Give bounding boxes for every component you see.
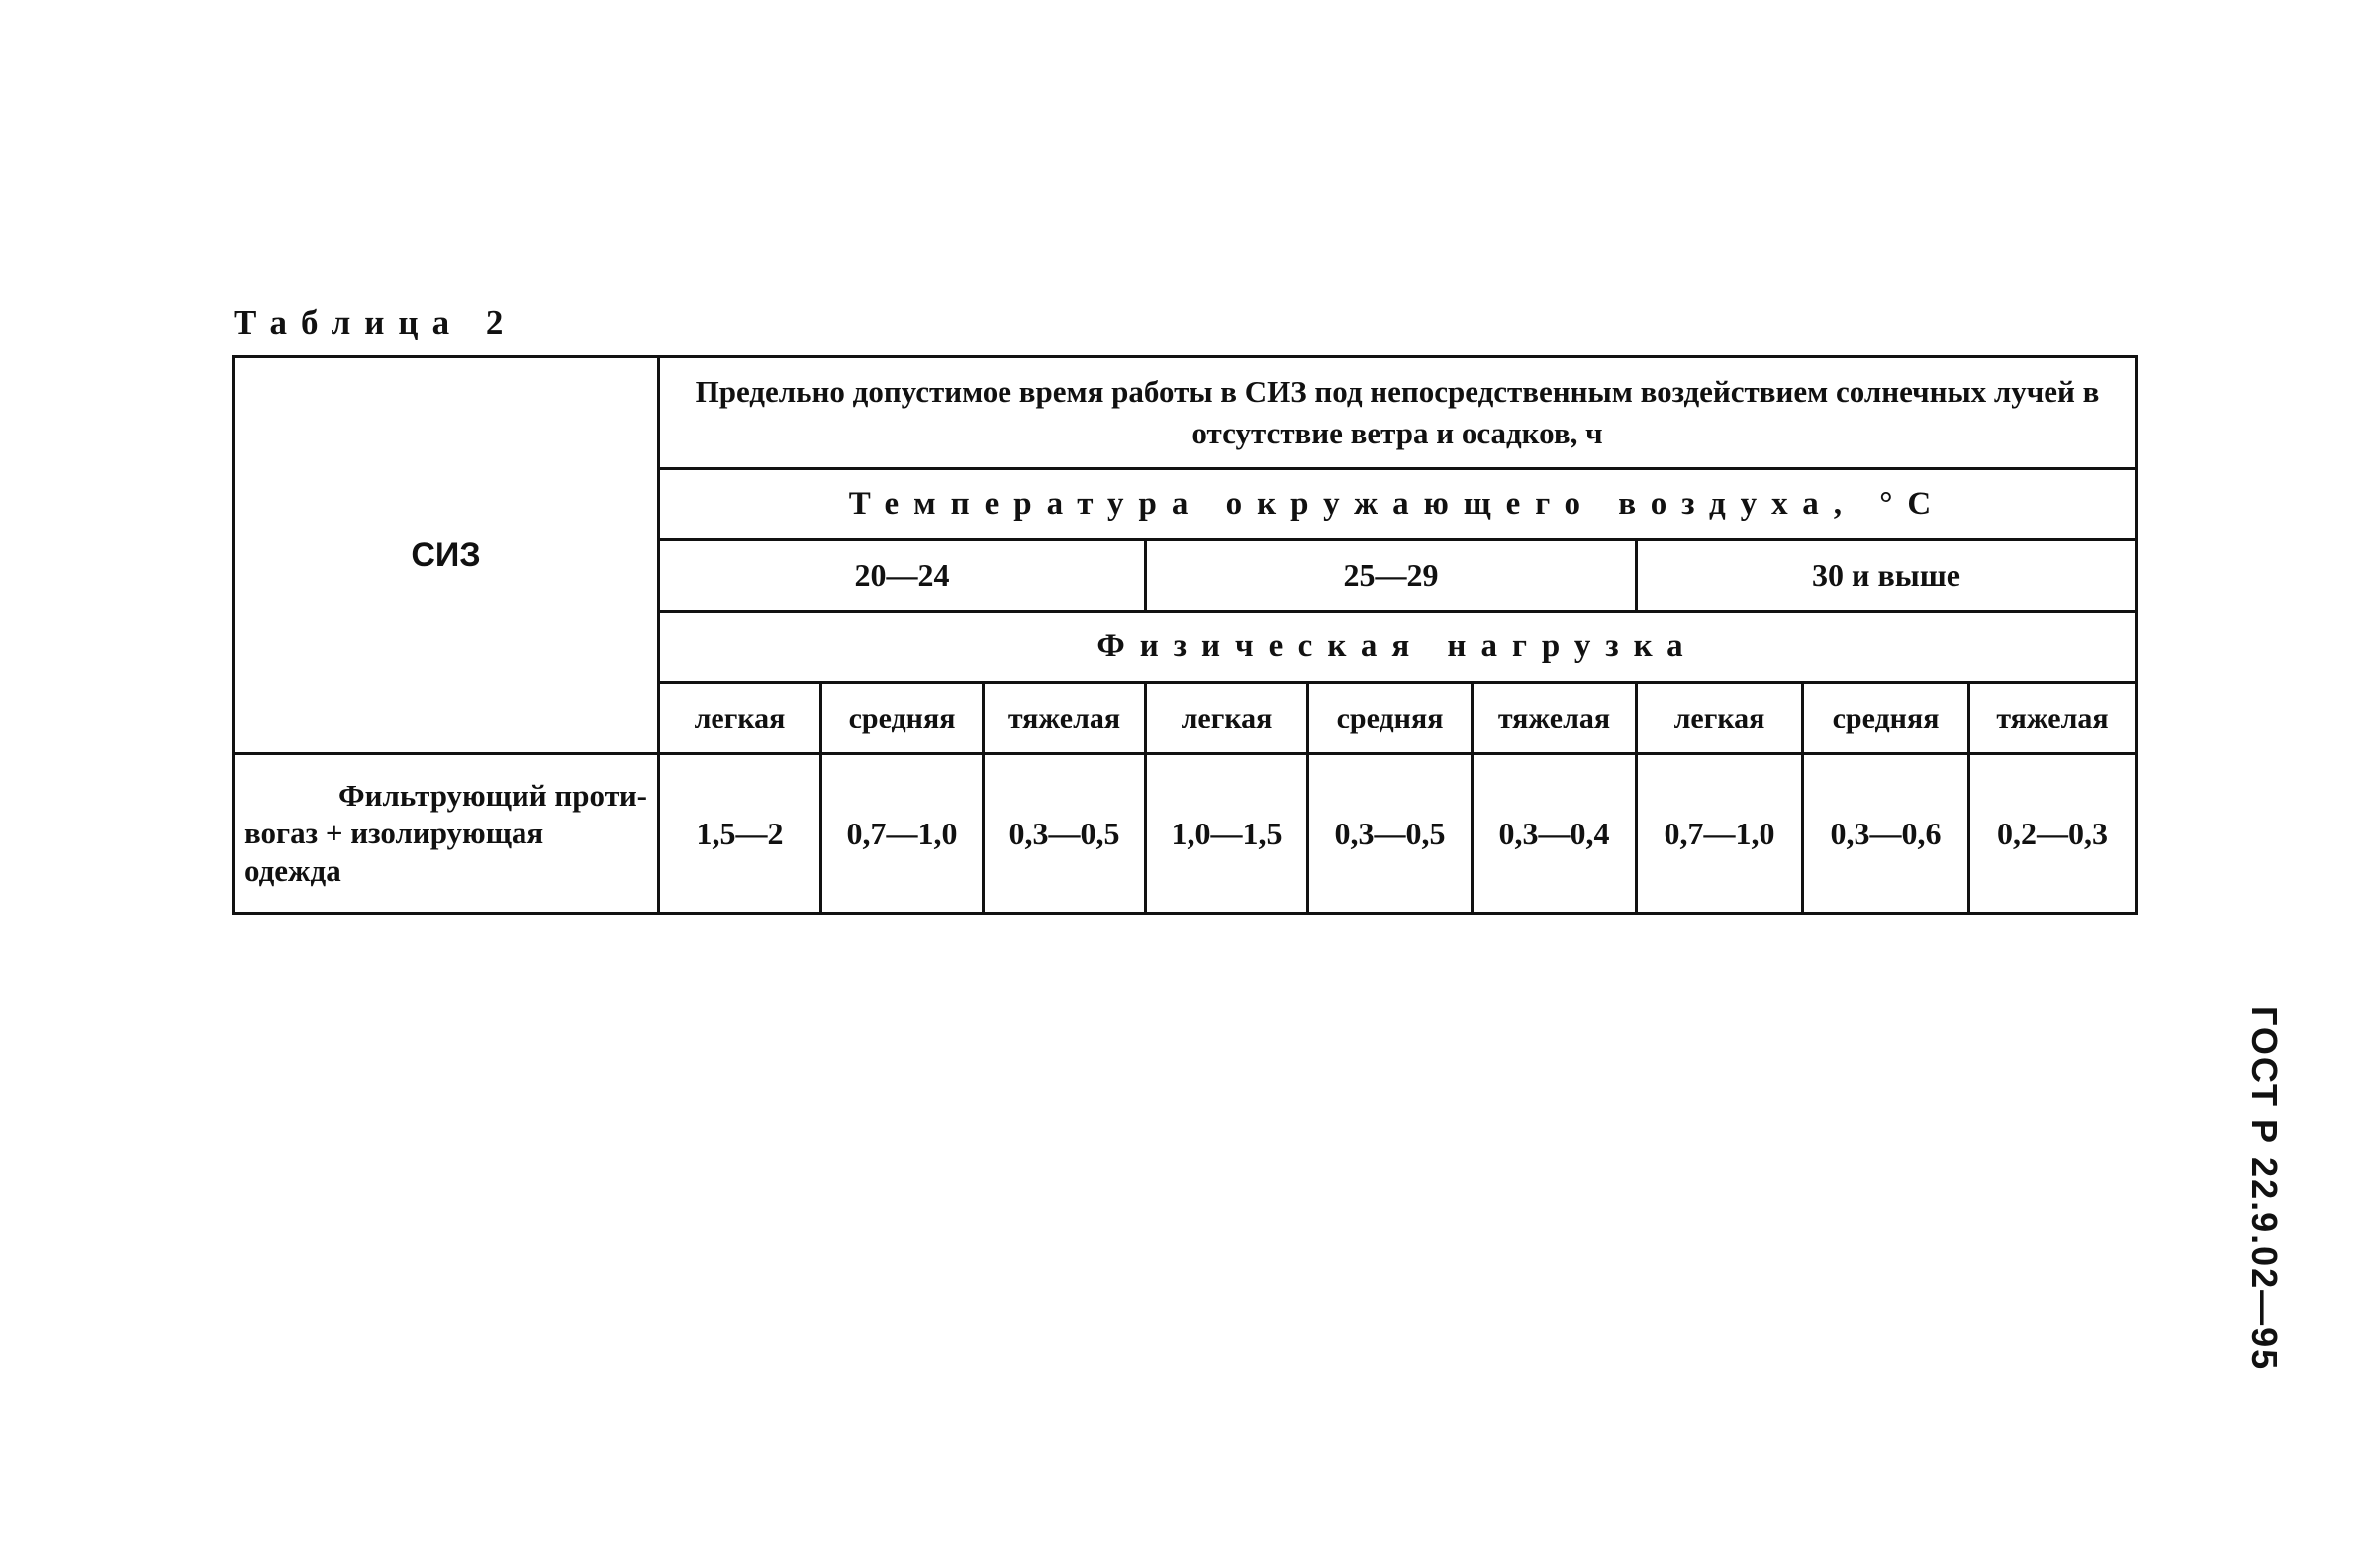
table-cell: 0,3—0,5 [1308,754,1473,914]
table-cell: 0,3—0,5 [984,754,1146,914]
temperature-range: 25—29 [1146,540,1637,612]
row-label-line: одежда [244,853,341,888]
siz-header: СИЗ [234,357,659,754]
row-label [234,754,659,914]
table-cell: 1,0—1,5 [1146,754,1308,914]
temperature-range: 30 и выше [1637,540,2137,612]
table-cell: 0,3—0,4 [1473,754,1637,914]
row-label-line: вогаз + изолирующая [244,816,544,850]
temperature-header: Температура окружающего воздуха, °С [659,469,2137,540]
load-header: Физическая нагрузка [659,612,2137,683]
table-cell: 0,3—0,6 [1803,754,1969,914]
load-level: тяжелая [1969,683,2137,754]
load-level: средняя [1308,683,1473,754]
protection-time-table [232,355,2138,915]
table-caption: Таблица 2 [234,303,518,341]
load-level: средняя [1803,683,1969,754]
load-level: легкая [659,683,821,754]
load-level: тяжелая [1473,683,1637,754]
table-title: Предельно допустимое время работы в СИЗ под непосредственным воздействием солнечных лучей в отсутствие ветра и осадков, ч [659,357,2137,469]
load-level: средняя [821,683,984,754]
load-level: легкая [1146,683,1308,754]
table-row [234,754,2137,914]
table-cell: 1,5—2 [659,754,821,914]
row-label-line: Фильтрующий проти- [338,778,647,813]
table-cell: 0,7—1,0 [821,754,984,914]
load-level: тяжелая [984,683,1146,754]
table-cell: 0,7—1,0 [1637,754,1803,914]
table-cell: 0,2—0,3 [1969,754,2137,914]
temperature-range: 20—24 [659,540,1146,612]
standard-code: ГОСТ Р 22.9.02—95 [2244,1006,2285,1372]
load-level: легкая [1637,683,1803,754]
